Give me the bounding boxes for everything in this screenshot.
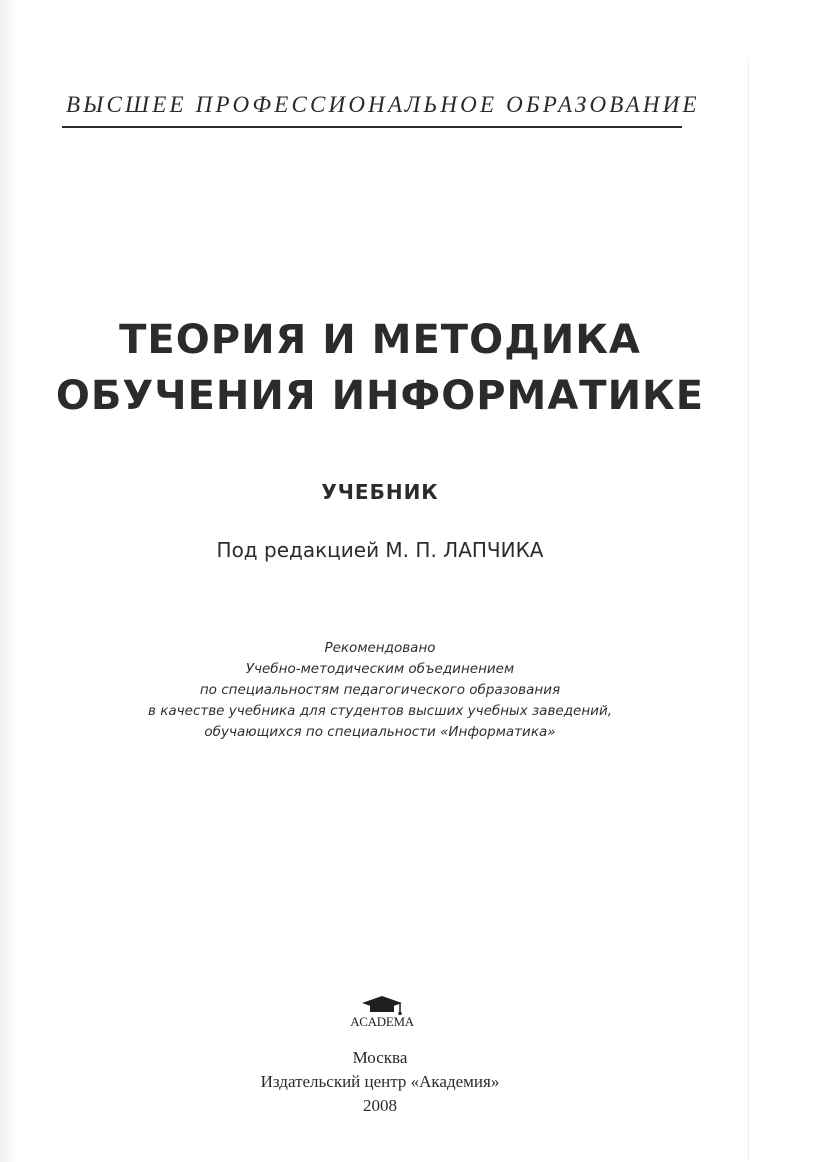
spine-shadow (0, 0, 18, 1162)
book-title (40, 312, 720, 424)
recommendation-line: в качестве учебника для студентов высших учебных заведений, (147, 703, 613, 719)
recommendation-line: Учебно-методическим объединением (245, 661, 515, 677)
publication-year: 2008 (363, 1096, 397, 1115)
recommendation-line: обучающихся по специальности «Информатика» (204, 724, 556, 740)
recommendation-block (100, 638, 660, 743)
recommendation-line: Рекомендовано (324, 640, 436, 656)
page-edge-line (748, 60, 749, 1160)
series-divider (62, 126, 682, 128)
imprint (180, 1046, 580, 1118)
book-type: УЧЕБНИК (321, 480, 439, 504)
publisher-name: Издательский центр «Академия» (260, 1072, 500, 1091)
series-title: ВЫСШЕЕ ПРОФЕССИОНАЛЬНОЕ ОБРАЗОВАНИЕ (66, 92, 700, 117)
publisher-logo-text: ACADEMA (350, 1014, 414, 1029)
editor-line: Под редакцией М. П. ЛАПЧИКА (216, 538, 544, 562)
publisher-city: Москва (352, 1048, 408, 1067)
book-title-line-2: ОБУЧЕНИЯ ИНФОРМАТИКЕ (55, 373, 705, 419)
publisher-logo (330, 994, 434, 1036)
book-title-line-1: ТЕОРИЯ И МЕТОДИКА (119, 317, 641, 363)
graduation-cap-icon (330, 994, 434, 1016)
recommendation-line: по специальностям педагогического образования (199, 682, 561, 698)
